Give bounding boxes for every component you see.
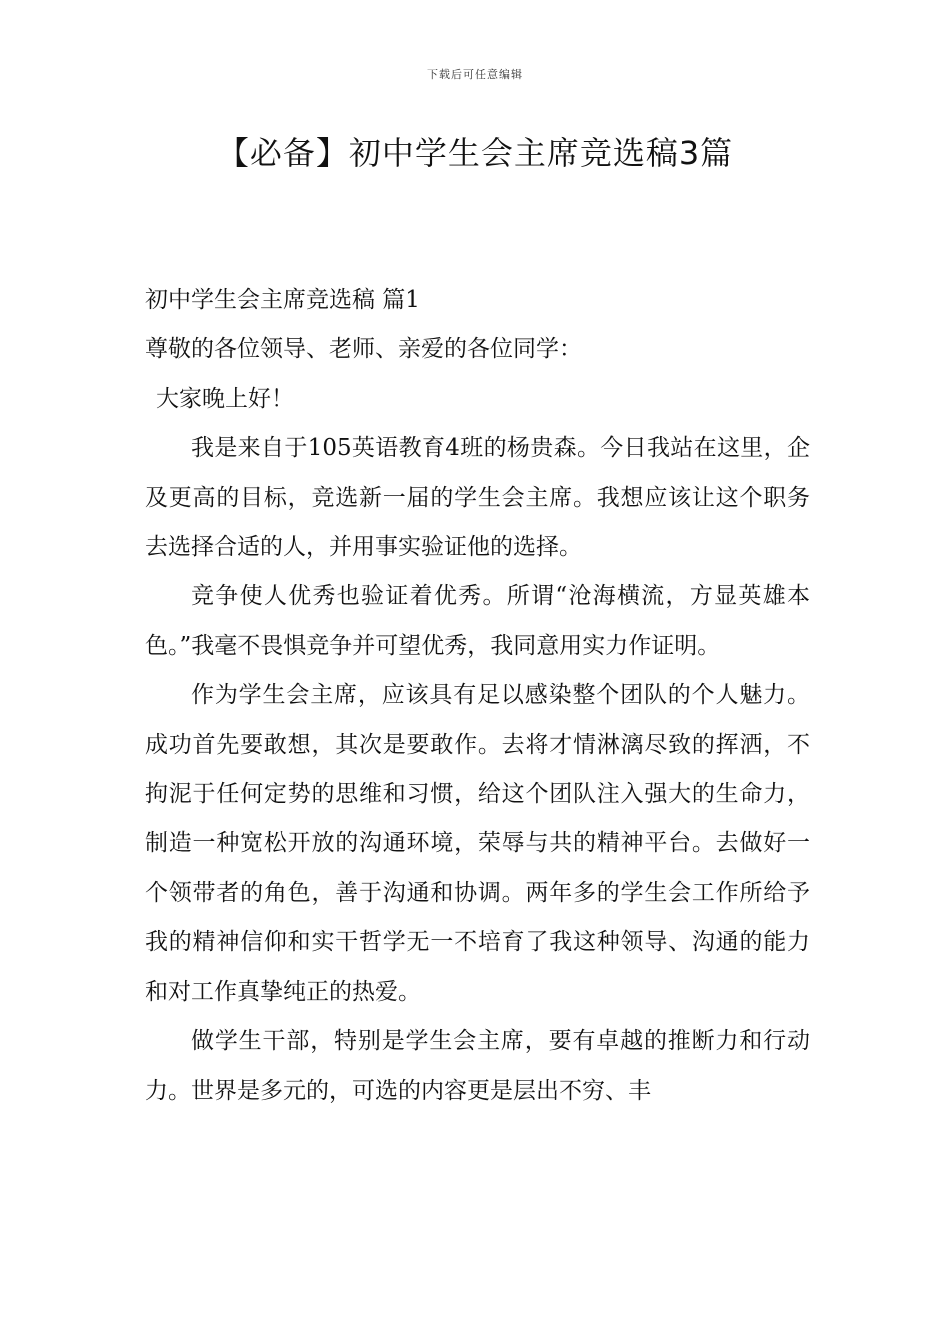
header-note: 下载后可任意编辑 [427, 68, 523, 81]
section-heading: 初中学生会主席竞选稿 篇1 [145, 287, 420, 313]
document-title: 【必备】初中学生会主席竞选稿3篇 [216, 134, 734, 172]
greeting: 大家晚上好！ [156, 385, 294, 412]
body-paragraph: 作为学生会主席，应该具有足以感染整个团队的个人魅力。成功首先要敢想，其次是要敢作。去将才情淋漓尽致的挥洒，不拘泥于任何定势的思维和习惯，给这个团队注入强大的生命力，制造一种宽松开放的沟通环境，荣辱与共的精神平台。去做好一个领带者的角色，善于沟通和协调。两年多的学生会工作所给予我的精神信仰和实干哲学无一不培育了我这种领导、沟通的能力和对工作真挚纯正的热爱。 [145, 682, 810, 1005]
body-paragraph: 做学生干部，特别是学生会主席，要有卓越的推断力和行动力。世界是多元的，可选的内容更是层出不穷、丰 [145, 1028, 810, 1104]
document-body [145, 276, 810, 1116]
body-paragraph: 我是来自于105英语教育4班的杨贵森。今日我站在这里，企及更高的目标，竞选新一届的学生会主席。我想应该让这个职务去选择合适的人，并用事实验证他的选择。 [145, 435, 810, 561]
body-paragraph: 竞争使人优秀也验证着优秀。所谓“沧海横流，方显英雄本色。”我毫不畏惧竞争并可望优秀，我同意用实力作证明。 [145, 583, 810, 659]
salutation: 尊敬的各位领导、老师、亲爱的各位同学： [145, 336, 582, 363]
